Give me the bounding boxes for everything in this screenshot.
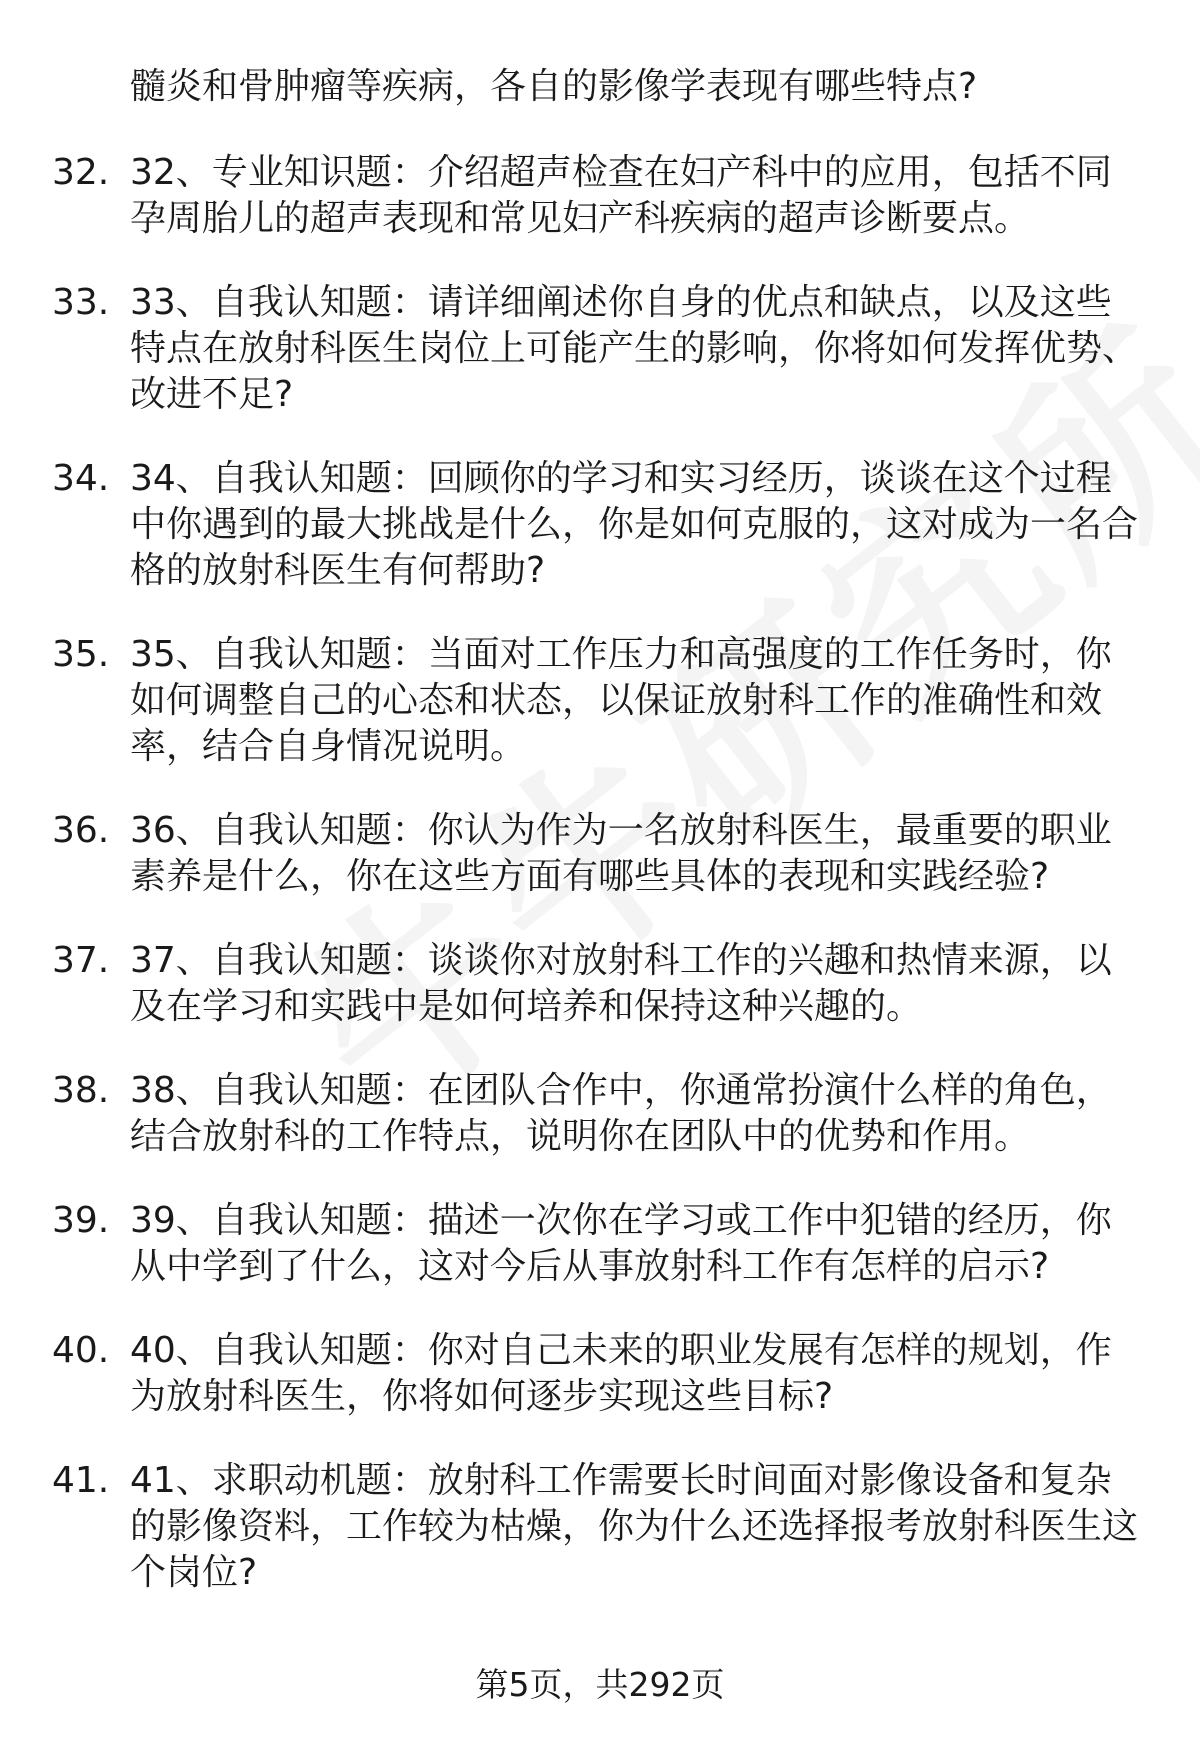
list-item: [0, 632, 1200, 770]
continuation-paragraph: 髓炎和骨肿瘤等疾病，各自的影像学表现有哪些特点?: [130, 66, 978, 107]
list-item-text: 33、自我认知题：请详细阐述你自身的优点和缺点，以及这些特点在放射科医生岗位上可能产生的影响，你将如何发挥优势、改进不足?: [130, 282, 1139, 415]
list-item-number: 38.: [52, 1070, 110, 1111]
list-item: [0, 808, 1200, 900]
list-item: [0, 280, 1200, 418]
list-item-number: 37.: [52, 940, 110, 981]
list-item-text: 40、自我认知题：你对自己未来的职业发展有怎样的规划，作为放射科医生，你将如何逐步实现这些目标?: [130, 1330, 1112, 1417]
list-item-text: 39、自我认知题：描述一次你在学习或工作中犯错的经历，你从中学到了什么，这对今后从事放射科工作有怎样的启示?: [130, 1200, 1112, 1287]
list-item-number: 40.: [52, 1330, 110, 1371]
list-item: [0, 938, 1200, 1030]
list-item: [0, 1068, 1200, 1160]
list-item-number: 39.: [52, 1200, 110, 1241]
list-item-number: 33.: [52, 282, 110, 323]
list-item-text: 34、自我认知题：回顾你的学习和实习经历，谈谈在这个过程中你遇到的最大挑战是什么，你是如何克服的，这对成为一名合格的放射科医生有何帮助?: [130, 458, 1139, 591]
list-item-number: 35.: [52, 634, 110, 675]
list-item-text: 37、自我认知题：谈谈你对放射科工作的兴趣和热情来源，以及在学习和实践中是如何培养和保持这种兴趣的。: [130, 940, 1112, 1027]
list-item-number: 34.: [52, 458, 110, 499]
list-item: [0, 456, 1200, 594]
list-item-text: 35、自我认知题：当面对工作压力和高强度的工作任务时，你如何调整自己的心态和状态，以保证放射科工作的准确性和效率，结合自身情况说明。: [130, 634, 1112, 767]
list-item-text: 41、求职动机题：放射科工作需要长时间面对影像设备和复杂的影像资料，工作较为枯燥，你为什么还选择报考放射科医生这个岗位?: [130, 1460, 1139, 1593]
list-item-text: 32、专业知识题：介绍超声检查在妇产科中的应用，包括不同孕周胎儿的超声表现和常见妇产科疾病的超声诊断要点。: [130, 152, 1112, 239]
list-item-text: 36、自我认知题：你认为作为一名放射科医生，最重要的职业素养是什么，你在这些方面有哪些具体的表现和实践经验?: [130, 810, 1112, 897]
list-item-number: 32.: [52, 152, 110, 193]
list-item-text: 38、自我认知题：在团队合作中，你通常扮演什么样的角色，结合放射科的工作特点，说明你在团队中的优势和作用。: [130, 1070, 1112, 1157]
list-item: [0, 1198, 1200, 1290]
list-item: [0, 150, 1200, 242]
list-item-number: 36.: [52, 810, 110, 851]
question-list: [0, 150, 1200, 1634]
list-item: [0, 1458, 1200, 1596]
page-footer: 第5页，共292页: [475, 1665, 725, 1704]
list-item-number: 41.: [52, 1460, 110, 1501]
list-item: [0, 1328, 1200, 1420]
